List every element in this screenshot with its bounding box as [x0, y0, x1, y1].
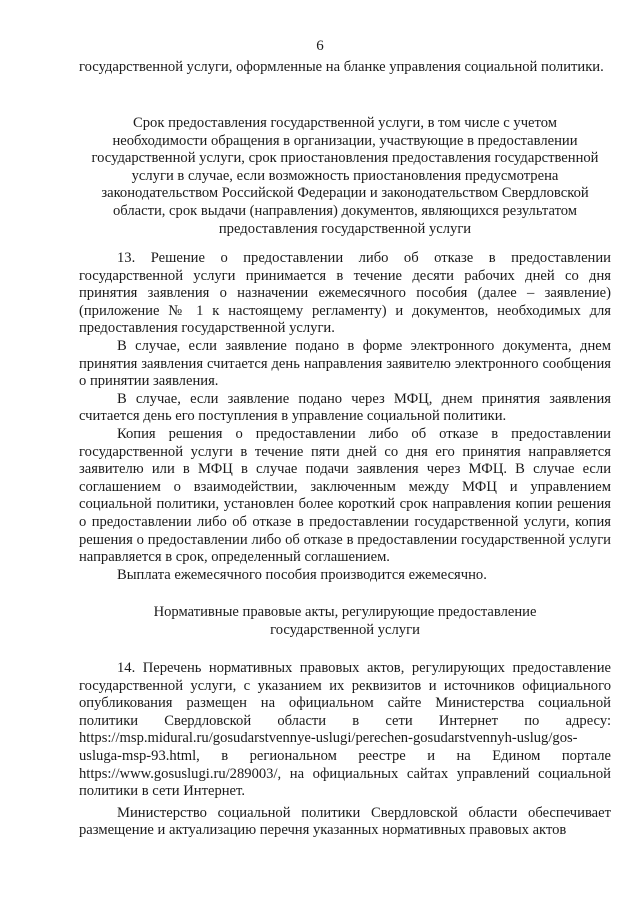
paragraph-13-1: 13. Решение о предоставлении либо об отказе в предоставлении государственной услуги принимается в течение десяти рабочих дней со дня принятия заявления о назначении ежемесячного пособия (далее – заявление) (приложение № 1 к настоящему регламенту) и документов, необходимых для предоставления государственной услуги.	[79, 250, 611, 337]
page-number: 6	[316, 38, 324, 54]
intro-paragraph	[79, 59, 611, 77]
section-heading-deadlines	[86, 115, 604, 238]
paragraph-13-5: Выплата ежемесячного пособия производится ежемесячно.	[117, 566, 487, 583]
paragraph-14-2: Министерство социальной политики Свердловской области обеспечивает размещение и актуализацию перечня указанных нормативных правовых актов	[79, 804, 611, 839]
heading-normative-acts-text: Нормативные правовые акты, регулирующие предоставление государственной услуги	[153, 604, 537, 638]
paragraph-13-2: В случае, если заявление подано в форме электронного документа, днем принятия заявления считается день направления заявителю электронного сообщения о принятии заявления.	[79, 337, 611, 390]
section-14	[79, 660, 611, 840]
paragraph-13-3: В случае, если заявление подано через МФЦ, днем принятия заявления считается день его поступления в управление социальной политики.	[79, 390, 611, 425]
intro-text: государственной услуги, оформленные на бланке управления социальной политики.	[79, 59, 604, 75]
heading-deadlines-text: Срок предоставления государственной услуги, в том числе с учетом необходимости обращения в организации, участвующие в предоставлении государственной услуги, срок приостановления предоставления государственной услуги в случае, если возможность приостановления предусмотрена законодательством Российской Федерации и законодательством Свердловской области, срок выдачи (направления) документов, являющихся результатом предоставления государственной услуги	[91, 115, 599, 237]
paragraph-13-4: Копия решения о предоставлении либо об отказе в предоставлении государственной услуги в течение пяти дней со дня его принятия направляется заявителю или в МФЦ в случае подачи заявления через МФЦ. В случае если соглашением о взаимодействии, заключенным между МФЦ и управлением социальной политики, установлен более короткий срок направления копии решения о предоставлении либо об отказе в предоставлении государственной услуги, копия решения о предоставлении либо об отказе в предоставлении государственной услуги направляется в срок, определенный соглашением.	[79, 425, 611, 566]
section-13	[79, 250, 611, 584]
paragraph-14-1: 14. Перечень нормативных правовых актов, регулирующих предоставление государственной услуги, с указанием их реквизитов и источников официального опубликования размещен на официальном сайте Министерства социальной политики Свердловской области в сети Интернет по адресу: https://msp.midural.ru/gosudarstvennye-uslugi/perechen-gosudarstvennyh-uslug/gos-usluga-msp-93.html, в региональном реестре и на Едином портале https://www.gosuslugi.ru/289003/, на официальных сайтах управлений социальной политики в сети Интернет.	[79, 660, 611, 800]
section-heading-normative-acts	[140, 604, 550, 639]
